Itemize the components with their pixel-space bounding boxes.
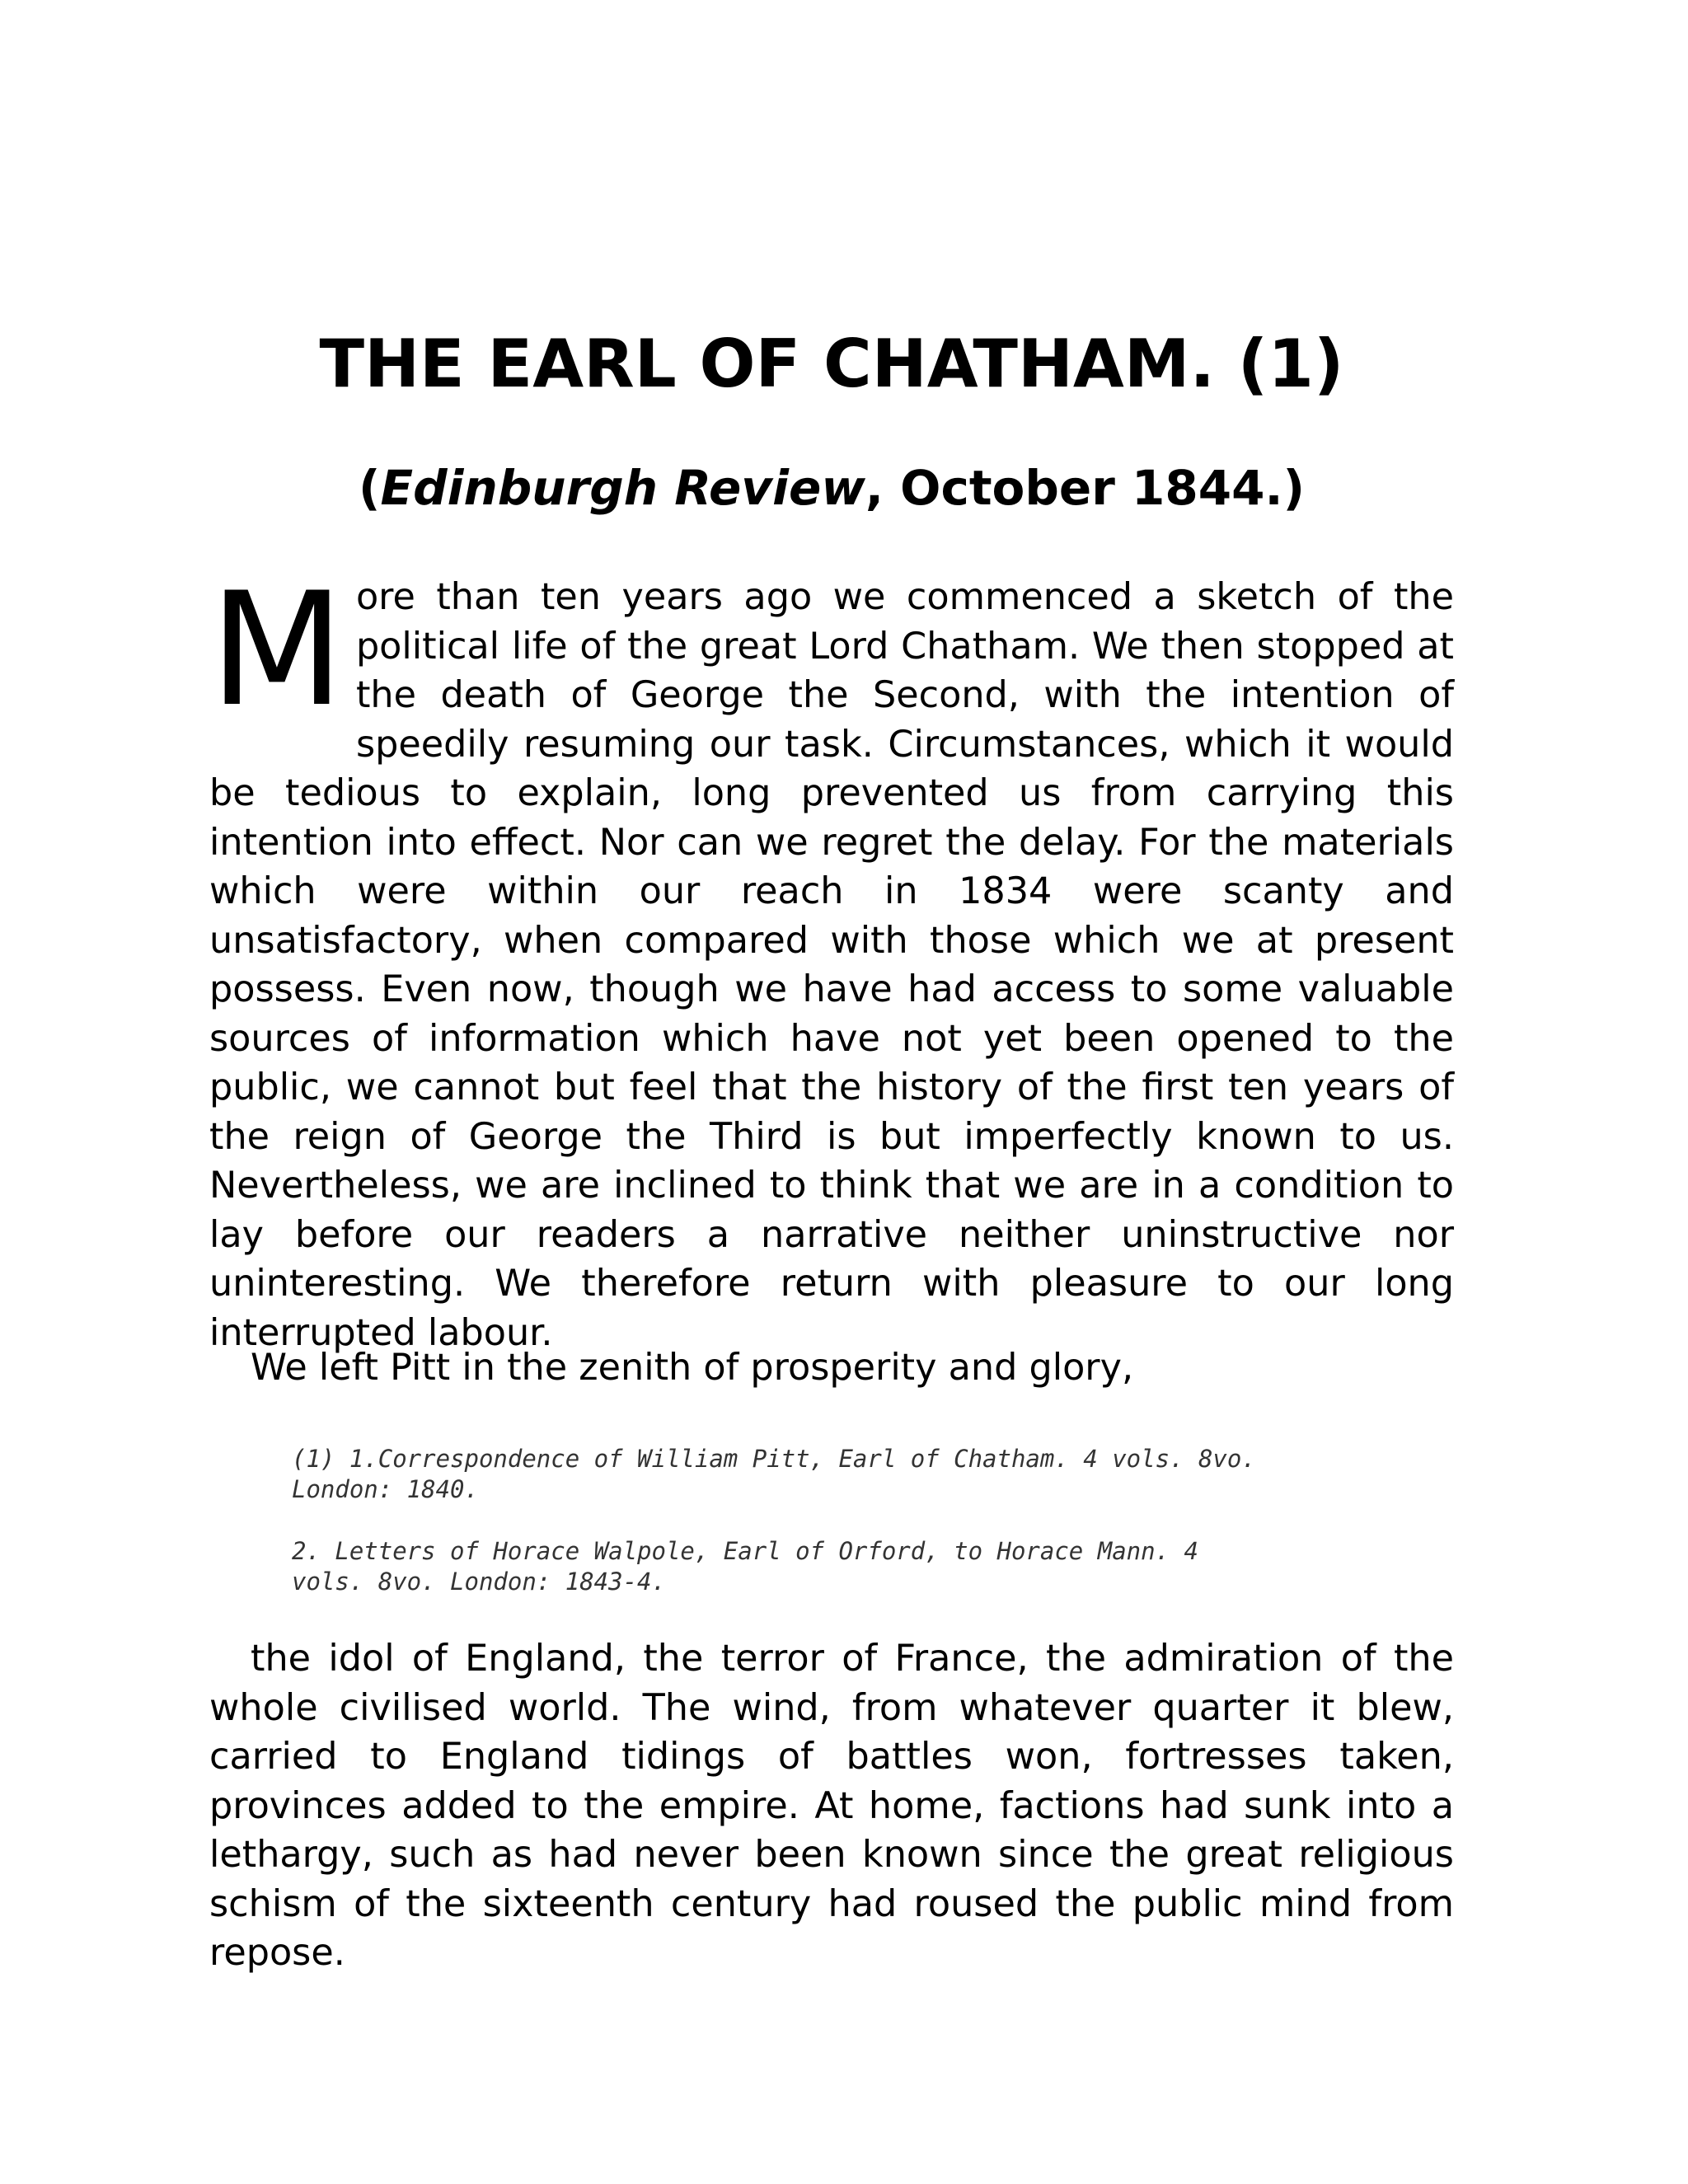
subtitle-date: , October 1844.) — [865, 460, 1306, 516]
drop-cap: M — [209, 559, 341, 741]
page-subtitle — [209, 455, 1454, 521]
publication-name: Edinburgh Review — [380, 460, 865, 516]
subtitle-open-paren: ( — [358, 460, 381, 516]
page-title: THE EARL OF CHATHAM. (1) — [319, 326, 1344, 402]
paragraph-1-text: ore than ten years ago we commenced a sketch of the political life of the great Lord Chatham. We then stopped at the death of George the Second, with the intention of speedily resuming our task. Circumstances, which it would be tedious to explain, long prevented us from carrying this intention into effect. Nor can we regret the delay. For the materials which were within our reach in 1834 were scanty and unsatisfactory, when compared with those which we at present possess. Even now, though we have had access to some valuable sources of information which have not yet been opened to the public, we cannot but feel that the history of the first ten years of the reign of George the Third is but imperfectly known to us. Nevertheless, we are inclined to think that we are in a condition to lay before our readers a narrative neither uninstructive nor uninteresting. We therefore return with pleasure to our long interrupted labour. — [209, 576, 1454, 1354]
paragraph-1 — [209, 559, 1454, 1357]
footnote-1: (1) 1.Correspondence of William Pitt, Earl of Chatham. 4 vols. 8vo. London: 1840. — [292, 1445, 1256, 1503]
paragraph-2: We left Pitt in the zenith of prosperity and glory, — [251, 1347, 1134, 1389]
footnote-2: 2. Letters of Horace Walpole, Earl of Orford, to Horace Mann. 4 vols. 8vo. London: 1843-4. — [292, 1537, 1198, 1596]
footnotes — [292, 1444, 1281, 1629]
paragraph-3: the idol of England, the terror of France, the admiration of the whole civilised world. The wind, from whatever quarter it blew, carried to England tidings of battles won, fortresses taken, provinces added to the empire. At home, factions had sunk into a lethargy, such as had never been known since the great religious schism of the sixteenth century had roused the public mind from repose. — [209, 1638, 1454, 1974]
